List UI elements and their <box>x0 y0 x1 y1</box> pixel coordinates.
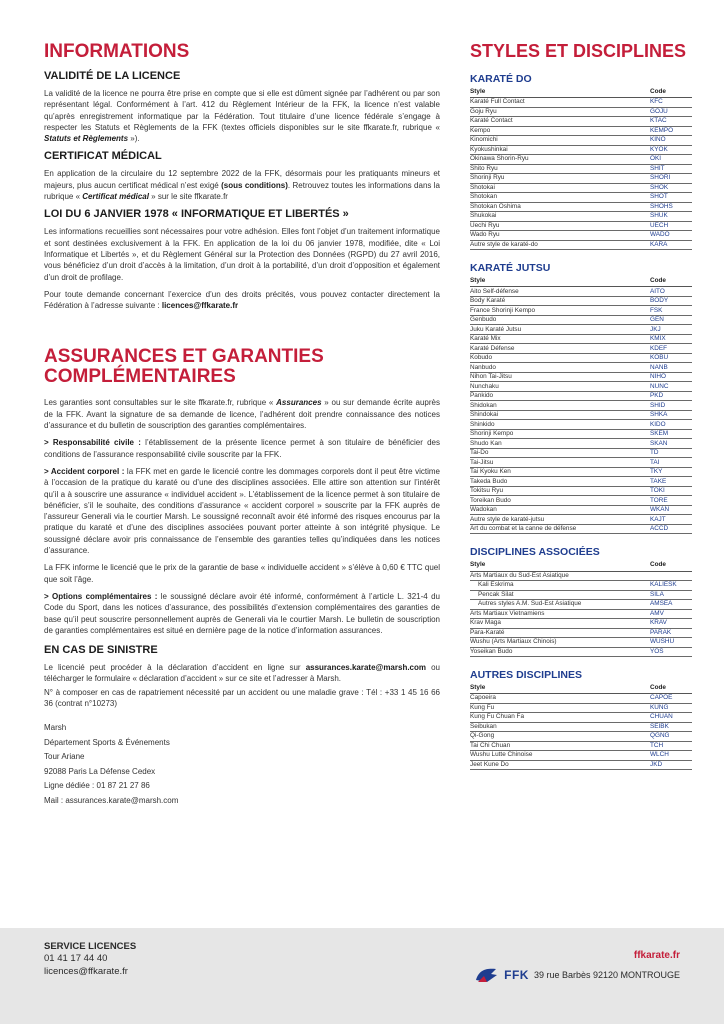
table-row <box>470 193 692 203</box>
style-name: Para-Karaté <box>470 628 646 638</box>
style-code: AMV <box>646 609 692 619</box>
style-code: SHORI <box>646 174 692 184</box>
style-code: KYOK <box>646 145 692 155</box>
style-name: Kali Eskrima <box>470 581 646 591</box>
prix-garantie: La FFK informe le licencié que le prix de la garantie de base « individuelle accident » s’élève à 0,60 € TTC quel que soit l’âge. <box>44 563 440 584</box>
style-name: Shotokan Oshima <box>470 202 646 212</box>
table-row <box>470 107 692 117</box>
footer-branding <box>474 950 680 984</box>
table-row <box>470 155 692 165</box>
style-name: Wadokan <box>470 505 646 515</box>
style-name: Body Karaté <box>470 296 646 306</box>
table-row <box>470 429 692 439</box>
column-header-code: Code <box>646 561 692 571</box>
style-name: Shindokai <box>470 410 646 420</box>
table-row <box>470 164 692 174</box>
table-row <box>470 486 692 496</box>
accident-corporel: > Accident corporel : la FFK met en garde le licencié contre les dommages corporels dont il peut être victime à l’occasion de la pratique du karaté ou d’une des disciplines associées. Elle attire son attention sur l’intérêt qu’il a à souscrire une assurance « individuel accident ». L’établissement de la licence permet à son titulaire de bénéficier, s’il le souhaite, des conditions d’assurance « accident corporel » souscrite par la FFK auprès de l’assureur Generali via le courtier Marsh. Le soussigné reconnaît avoir été informé des risques encourus par la pratique du karaté et d’une des disciplines associées pouvant porter atteinte à son intégrité physique. Le soussigné déclare avoir pris connaissance de l’ensemble des garanties telles qu’indiquées dans les notices d’assurance. <box>44 466 441 556</box>
style-code: YOS <box>646 647 692 657</box>
style-code: KOBU <box>646 353 692 363</box>
footer-brand: FFK <box>504 968 529 982</box>
style-name: Wushu Lutte Chinoise <box>470 751 646 761</box>
style-name: Art du combat et la canne de défense <box>470 524 646 534</box>
style-name: Genbudo <box>470 315 646 325</box>
style-code: JKJ <box>646 325 692 335</box>
options-complementaires: > Options complémentaires : le soussigné déclare avoir été informé, conformément à l’article L. 321-4 du Code du Sport, dans les notices d’assurance, des possibilités d’extension complémentaires des garanties de base qu’il peut souscrire personnellement auprès de Generali via le courtier Marsh. Le bulletin de souscription de garanties complémentaires est situé en dernière page de la notice d’information assurances. <box>44 591 440 635</box>
style-name: Goju Ryu <box>470 107 646 117</box>
table-row <box>470 240 692 250</box>
table-row <box>470 231 692 241</box>
style-code: TKY <box>646 467 692 477</box>
style-name: Tai Chi Chuan <box>470 741 646 751</box>
style-code: WKAN <box>646 505 692 515</box>
discipline-table <box>470 684 692 770</box>
table-row <box>470 609 692 619</box>
discipline-group-title: DISCIPLINES ASSOCIÉES <box>470 546 600 559</box>
style-name: Shito Ryu <box>470 164 646 174</box>
loi-text: Les informations recueillies sont nécessaires pour votre adhésion. Elles font l’objet d’un traitement informatique et sont destinées exclusivement à la FFK. En application de la loi du 06 janvier 1978, modifiée, dite « Loi Informatique et Libertés », et du Règlement Général sur la Protection des Données (RGPD) du 27 avril 2016, vous bénéficiez d’un droit d’accès à la limitation, d’un droit à la portabilité, d’un droit d’opposition et également d’un droit de profilage. <box>44 227 440 282</box>
address-line: Département Sports & Événements <box>44 737 170 747</box>
footer-site-link[interactable]: ffkarate.fr <box>633 950 680 961</box>
discipline-table <box>470 88 692 250</box>
left-column <box>44 42 440 808</box>
styles-title: STYLES ET DISCIPLINES <box>470 41 687 61</box>
style-name: Kobudo <box>470 353 646 363</box>
style-code: WADO <box>646 231 692 241</box>
informations-title: INFORMATIONS <box>44 41 190 62</box>
style-code: AMSEA <box>646 600 692 610</box>
style-name: Nihon Tai-Jitsu <box>470 372 646 382</box>
table-row <box>470 703 692 713</box>
style-code <box>646 571 692 581</box>
style-code: SKEM <box>646 429 692 439</box>
table-row <box>470 136 692 146</box>
style-name: Kempo <box>470 126 646 136</box>
table-row <box>470 98 692 108</box>
licences-email-link[interactable]: licences@ffkarate.fr <box>161 301 239 311</box>
table-row <box>470 344 692 354</box>
style-name: Arts Martiaux Vietnamiens <box>470 609 646 619</box>
style-code: KEMPO <box>646 126 692 136</box>
style-code: TAI <box>646 458 692 468</box>
style-code: KIDO <box>646 420 692 430</box>
style-code: CAPOE <box>646 694 692 704</box>
style-code: KDEF <box>646 344 692 354</box>
table-row <box>470 363 692 373</box>
style-code: SHID <box>646 401 692 411</box>
assurances-intro: Les garanties sont consultables sur le site ffkarate.fr, rubrique « Assurances » ou sur demande écrite auprès de la FFK. Avant la signature de sa demande de licence, l’adhérent doit prendre connaissance des notices d’assurance et du bulletin de souscription des garanties complémentaires. <box>44 398 440 431</box>
style-name: Krav Maga <box>470 619 646 629</box>
marsh-address <box>44 721 440 808</box>
style-name: Takeda Budo <box>470 477 646 487</box>
style-code: KALIESK <box>646 581 692 591</box>
style-name: Seibukan <box>470 722 646 732</box>
style-code: NIHO <box>646 372 692 382</box>
style-code: CHUAN <box>646 713 692 723</box>
style-name: Nunchaku <box>470 382 646 392</box>
table-row <box>470 590 692 600</box>
table-row <box>470 496 692 506</box>
style-name: Pankido <box>470 391 646 401</box>
column-header-style: Style <box>470 684 646 694</box>
footer-contact <box>44 941 136 978</box>
table-row <box>470 439 692 449</box>
style-name: France Shorinji Kempo <box>470 306 646 316</box>
table-row <box>470 713 692 723</box>
style-name: Okinawa Shorin-Ryu <box>470 155 646 165</box>
style-code: TOKI <box>646 486 692 496</box>
style-code: UECH <box>646 221 692 231</box>
table-row <box>470 741 692 751</box>
table-row <box>470 448 692 458</box>
style-code: KARA <box>646 240 692 250</box>
style-code: PARAK <box>646 628 692 638</box>
discipline-table <box>470 561 692 657</box>
table-row <box>470 732 692 742</box>
footer <box>0 928 724 1024</box>
style-code: KFC <box>646 98 692 108</box>
table-row <box>470 722 692 732</box>
table-row <box>470 221 692 231</box>
style-code: KTAC <box>646 117 692 127</box>
sinistre-text: Le licencié peut procéder à la déclaration d’accident en ligne sur assurances.karate@marsh.com ou télécharger le formulaire « déclaration d’accident » sur ce site et l’adresser à Marsh. <box>44 663 441 684</box>
table-row <box>470 287 692 297</box>
sinistre-phone: N° à composer en cas de rapatriement nécessité par un accident ou une maladie grave : Tél : +33 1 45 16 66 36 (contrat n°10273) <box>44 687 440 708</box>
style-code: TAKE <box>646 477 692 487</box>
style-code: AITO <box>646 287 692 297</box>
style-code: SKAN <box>646 439 692 449</box>
table-row <box>470 306 692 316</box>
address-line: Tour Ariane <box>44 752 85 762</box>
style-name: Shotokan <box>470 193 646 203</box>
table-row <box>470 382 692 392</box>
right-column <box>470 42 692 770</box>
style-code: KAJT <box>646 515 692 525</box>
address-line: Marsh <box>44 723 67 733</box>
style-code: SHIT <box>646 164 692 174</box>
discipline-group-title: AUTRES DISCIPLINES <box>470 669 583 682</box>
column-header-style: Style <box>470 88 646 98</box>
table-row <box>470 212 692 222</box>
style-name: Aito Self-défense <box>470 287 646 297</box>
marsh-email-link[interactable]: assurances.karate@marsh.com <box>305 663 426 673</box>
column-header-style: Style <box>470 277 646 287</box>
address-line[interactable]: Mail : assurances.karate@marsh.com <box>44 795 179 805</box>
style-code: ACCD <box>646 524 692 534</box>
assurances-title: ASSURANCES ET GARANTIES COMPLÉMENTAIRES <box>44 346 324 388</box>
style-code: WUSHU <box>646 638 692 648</box>
table-row <box>470 334 692 344</box>
style-code: SEIBK <box>646 722 692 732</box>
footer-email[interactable]: licences@ffkarate.fr <box>44 965 128 977</box>
style-name: Juku Karaté Jutsu <box>470 325 646 335</box>
responsabilite-civile: > Responsabilité civile : l’établissement de la présente licence permet à son titulaire de bénéficier des conditions de l’assurance responsabilité civile souscrite par la FFK. <box>44 438 441 459</box>
table-row <box>470 628 692 638</box>
style-name: Qi-Gong <box>470 732 646 742</box>
table-row <box>470 477 692 487</box>
table-row <box>470 183 692 193</box>
address-line: 92088 Paris La Défense Cedex <box>44 766 156 776</box>
style-name: Autre style de karaté-jutsu <box>470 515 646 525</box>
style-name: Karaté Défense <box>470 344 646 354</box>
style-code: GEN <box>646 315 692 325</box>
style-code: WLCH <box>646 751 692 761</box>
style-name: Kyokushinkai <box>470 145 646 155</box>
table-row <box>470 467 692 477</box>
style-name: Shorinji Ryu <box>470 174 646 184</box>
table-row <box>470 372 692 382</box>
column-header-code: Code <box>646 277 692 287</box>
style-name: Kung Fu Chuan Fa <box>470 713 646 723</box>
style-name: Tai Kyoku Ken <box>470 467 646 477</box>
style-name: Toreikan Budo <box>470 496 646 506</box>
style-code: SHOT <box>646 193 692 203</box>
style-name: Wado Ryu <box>470 231 646 241</box>
style-name: Karaté Contact <box>470 117 646 127</box>
style-name: Shinkido <box>470 420 646 430</box>
table-row <box>470 202 692 212</box>
style-name: Autres styles A.M. Sud-Est Asiatique <box>470 600 646 610</box>
style-name: Wushu (Arts Martiaux Chinois) <box>470 638 646 648</box>
loi-heading: LOI DU 6 JANVIER 1978 « INFORMATIQUE ET LIBERTÉS » <box>44 208 349 221</box>
table-row <box>470 760 692 770</box>
table-row <box>470 505 692 515</box>
style-code: NUNC <box>646 382 692 392</box>
table-row <box>470 600 692 610</box>
footer-phone[interactable]: 01 41 17 44 40 <box>44 953 108 965</box>
style-name: Tai-Jitsu <box>470 458 646 468</box>
style-name: Shudo Kan <box>470 439 646 449</box>
style-code: KUNG <box>646 703 692 713</box>
table-row <box>470 315 692 325</box>
table-row <box>470 325 692 335</box>
style-name: Shorinji Kempo <box>470 429 646 439</box>
table-row <box>470 694 692 704</box>
style-code: KINO <box>646 136 692 146</box>
footer-service-title: SERVICE LICENCES <box>44 941 137 952</box>
style-name: Nanbudo <box>470 363 646 373</box>
style-name: Kung Fu <box>470 703 646 713</box>
loi-contact: Pour toute demande concernant l’exercice d’un des droits précités, vous pouvez contacter directement la Fédération à l’adresse suivante : licences@ffkarate.fr <box>44 289 440 311</box>
table-row <box>470 117 692 127</box>
style-code: TD <box>646 448 692 458</box>
address-line: Ligne dédiée : 01 87 21 27 86 <box>44 781 150 791</box>
style-name: Pencak Silat <box>470 590 646 600</box>
style-code: PKD <box>646 391 692 401</box>
style-name: Karaté Mix <box>470 334 646 344</box>
ffk-logo-icon <box>474 966 500 984</box>
column-header-style: Style <box>470 561 646 571</box>
style-name: Shukokai <box>470 212 646 222</box>
style-name: Yoseikan Budo <box>470 647 646 657</box>
table-row <box>470 524 692 534</box>
style-name: Kinomichi <box>470 136 646 146</box>
style-code: GOJU <box>646 107 692 117</box>
style-name: Autre style de karaté-do <box>470 240 646 250</box>
style-name: Uechi Ryu <box>470 221 646 231</box>
style-name: Arts Martiaux du Sud-Est Asiatique <box>470 571 646 581</box>
style-name: Jeet Kune Do <box>470 760 646 770</box>
style-code: TCH <box>646 741 692 751</box>
style-code: OKI <box>646 155 692 165</box>
style-code: QGNG <box>646 732 692 742</box>
style-code: SHUK <box>646 212 692 222</box>
style-code: BODY <box>646 296 692 306</box>
table-row <box>470 458 692 468</box>
table-row <box>470 353 692 363</box>
style-code: SILA <box>646 590 692 600</box>
style-name: Tokitsu Ryu <box>470 486 646 496</box>
style-code: KMIX <box>646 334 692 344</box>
table-row <box>470 410 692 420</box>
style-code: TORE <box>646 496 692 506</box>
table-row <box>470 126 692 136</box>
column-header-code: Code <box>646 88 692 98</box>
table-row <box>470 145 692 155</box>
certificat-text: En application de la circulaire du 12 septembre 2022 de la FFK, désormais pour les pratiquants mineurs et majeurs, plus aucun certificat médical n’est exigé (sous conditions). Retrouvez toutes les informations dans la rubrique « Certificat médical » sur le site ffkarate.fr <box>44 169 440 202</box>
table-row <box>470 581 692 591</box>
certificat-heading: CERTIFICAT MÉDICAL <box>44 150 162 163</box>
table-row <box>470 515 692 525</box>
style-name: Capoeira <box>470 694 646 704</box>
table-row <box>470 571 692 581</box>
style-code: SHKA <box>646 410 692 420</box>
table-row <box>470 296 692 306</box>
sinistre-heading: EN CAS DE SINISTRE <box>44 644 158 657</box>
style-code: KRAV <box>646 619 692 629</box>
style-code: SHOK <box>646 183 692 193</box>
table-row <box>470 647 692 657</box>
style-name: Karaté Full Contact <box>470 98 646 108</box>
style-code: NANB <box>646 363 692 373</box>
column-header-code: Code <box>646 684 692 694</box>
style-name: Shotokai <box>470 183 646 193</box>
discipline-group-title: KARATÉ JUTSU <box>470 262 551 275</box>
table-row <box>470 638 692 648</box>
table-row <box>470 619 692 629</box>
styles-groups <box>470 73 692 770</box>
table-row <box>470 391 692 401</box>
footer-address: 39 rue Barbès 92120 MONTROUGE <box>533 970 680 980</box>
style-code: SHOHS <box>646 202 692 212</box>
table-row <box>470 751 692 761</box>
table-row <box>470 174 692 184</box>
style-name: Tai-Do <box>470 448 646 458</box>
table-row <box>470 420 692 430</box>
discipline-group-title: KARATÉ DO <box>470 73 532 85</box>
style-code: FSK <box>646 306 692 316</box>
validite-heading: VALIDITÉ DE LA LICENCE <box>44 70 181 82</box>
validite-text: La validité de la licence ne pourra être prise en compte que si elle est dûment signée par l’adhérent ou par son représentant légal. Conformément à l’art. 412 du Règlement Intérieur de la FFK, la licence n’est valable qu’après enregistrement informatique par la Fédération. Tout titulaire d’une licence fédérale s’engage à respecter les Statuts et Règlements de la FFK (textes officiels disponibles sur le site ffkarate.fr, rubrique « Statuts et Règlements »). <box>44 89 440 144</box>
style-name: Shidokan <box>470 401 646 411</box>
table-row <box>470 401 692 411</box>
style-code: JKD <box>646 760 692 770</box>
discipline-table <box>470 277 692 534</box>
